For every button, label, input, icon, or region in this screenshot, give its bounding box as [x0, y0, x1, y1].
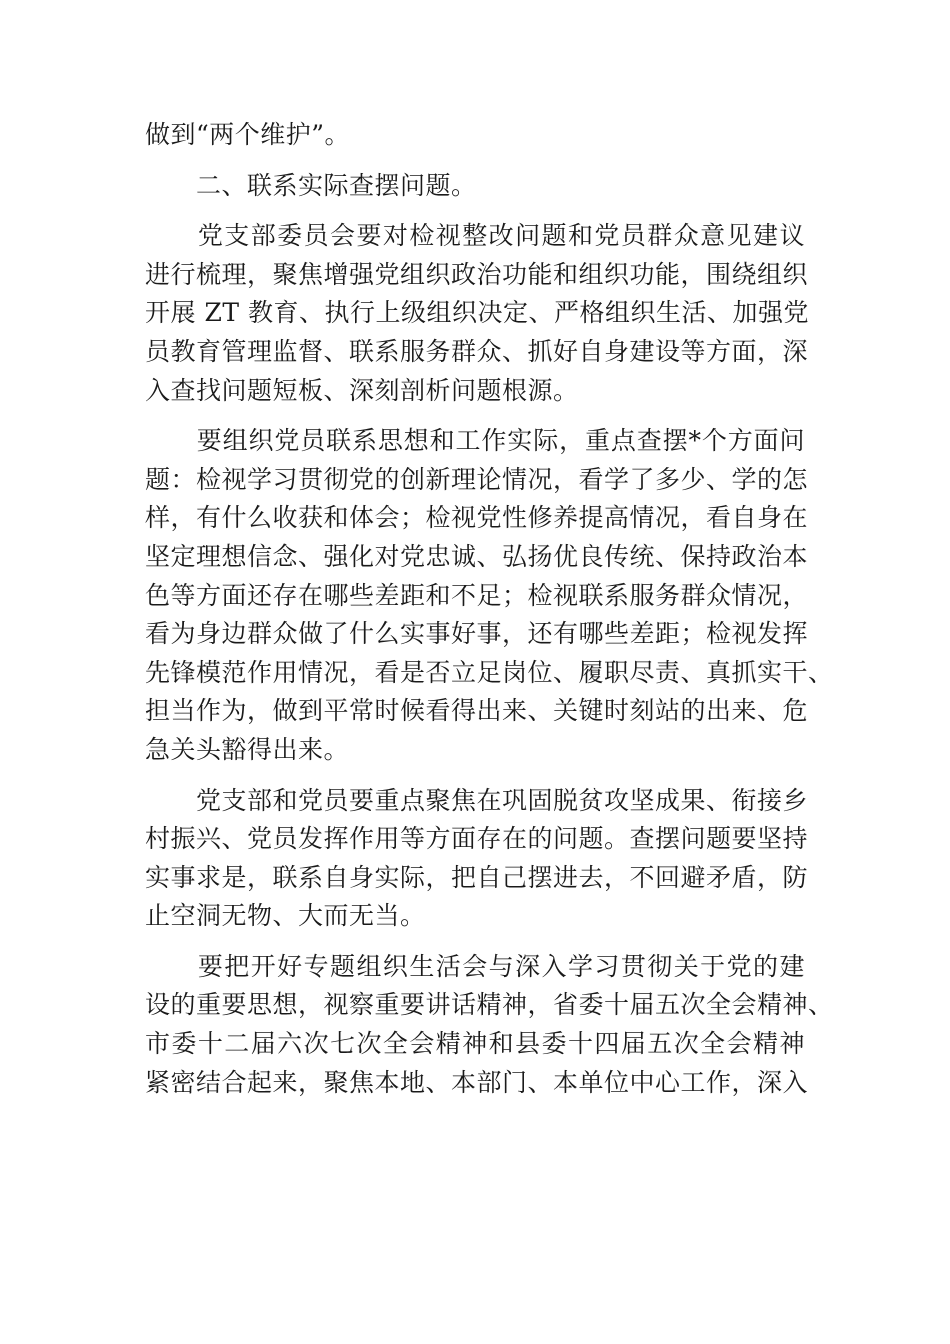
paragraph-6: [145, 948, 834, 1102]
text-line: 色等方面还存在哪些差距和不足；检视联系服务群众情况，: [145, 580, 809, 610]
text-line: 做到“两个维护”。: [145, 120, 351, 149]
text-line: 样，有什么收获和体会；检视党性修养提高情况，看自身在: [145, 503, 809, 533]
paragraph-5: [145, 782, 809, 936]
paragraph-3: [145, 217, 809, 410]
text-line: 设的重要思想，视察重要讲话精神，省委十届五次全会精神、: [145, 990, 834, 1020]
text-line: 进行梳理，聚焦增强党组织政治功能和组织功能，围绕组织: [145, 259, 809, 289]
text-line: 党支部和党员要重点聚焦在巩固脱贫攻坚成果、衔接乡: [145, 785, 809, 815]
text-line: 止空洞无物、大而无当。: [145, 901, 426, 931]
text-line: 要把开好专题组织生活会与深入学习贯彻关于党的建: [145, 951, 805, 981]
text-line: 担当作为，做到平常时候看得出来、关键时刻站的出来、危: [145, 696, 809, 726]
document-body: [145, 116, 834, 1114]
text-line: 坚定理想信念、强化对党忠诚、弘扬优良传统、保持政治本: [145, 541, 809, 571]
paragraph-4: [145, 422, 834, 769]
text-line: 村振兴、党员发挥作用等方面存在的问题。查摆问题要坚持: [145, 824, 809, 854]
heading-line: 二、联系实际查摆问题。: [145, 170, 477, 200]
text-line: 要组织党员联系思想和工作实际，重点查摆*个方面问: [145, 426, 805, 456]
text-line: 先锋模范作用情况，看是否立足岗位、履职尽责、真抓实干、: [145, 657, 834, 687]
text-line: 开展 ZT 教育、执行上级组织决定、严格组织生活、加强党: [145, 298, 809, 328]
text-line: 紧密结合起来，聚焦本地、本部门、本单位中心工作，深入: [145, 1067, 809, 1097]
text-line: 看为身边群众做了什么实事好事，还有哪些差距；检视发挥: [145, 619, 809, 649]
text-line: 题：检视学习贯彻党的创新理论情况，看学了多少、学的怎: [145, 464, 809, 494]
text-line: 员教育管理监督、联系服务群众、抓好自身建设等方面，深: [145, 336, 809, 366]
text-line: 实事求是，联系自身实际，把自己摆进去，不回避矛盾，防: [145, 862, 809, 892]
text-line: 入查找问题短板、深刻剖析问题根源。: [145, 375, 579, 405]
text-line: 党支部委员会要对检视整改问题和党员群众意见建议: [145, 221, 805, 251]
section-heading: [145, 167, 805, 206]
text-line: 市委十二届六次七次全会精神和县委十四届五次全会精神: [145, 1029, 805, 1059]
paragraph-1: [145, 116, 805, 155]
text-line: 急关头豁得出来。: [145, 734, 350, 764]
